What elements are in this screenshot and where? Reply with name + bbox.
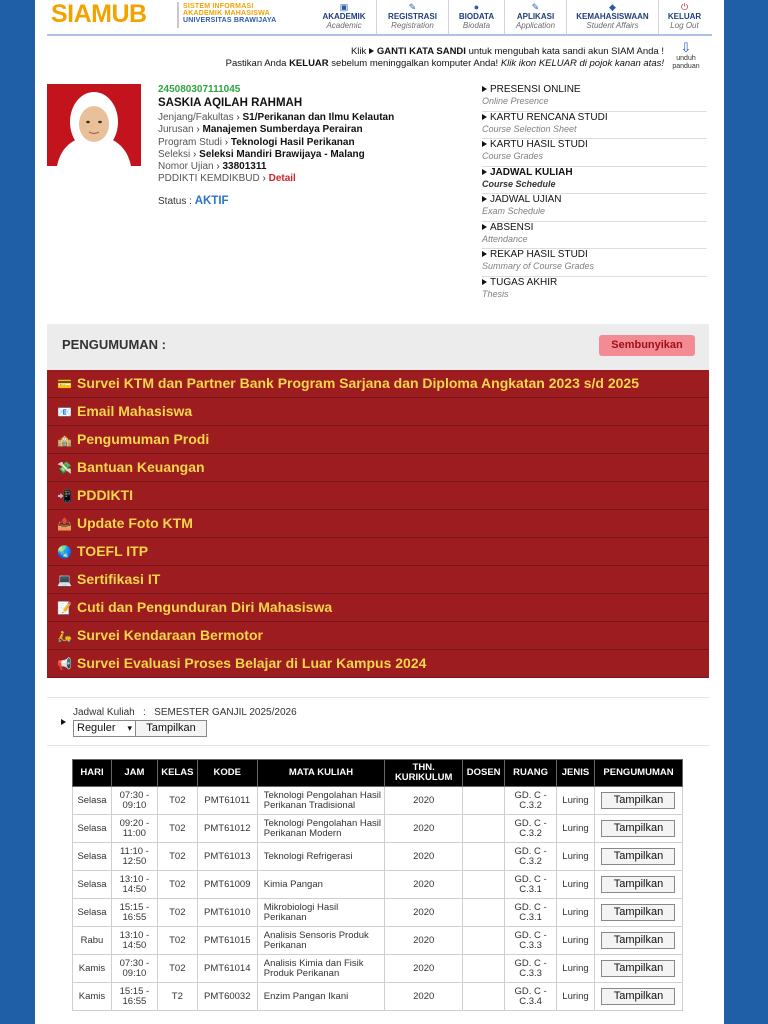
col-jenis: JENIS [557,760,595,787]
menu-item-title [482,84,707,96]
cell-mata-kuliah: Teknologi Refrigerasi [257,843,385,871]
menu-jadwal-ujian[interactable] [482,194,707,222]
announcement-text: Bantuan Keuangan [77,459,205,475]
menu-presensi-online[interactable] [482,84,707,112]
announcement-text: TOEFL ITP [77,543,149,559]
announcement-text: Email Mahasiswa [77,403,193,419]
cell-pengumuman [594,843,682,871]
nav-subtitle: Biodata [462,21,491,30]
chevron-right-icon: › [216,161,220,173]
cell-jenis: Luring [557,815,595,843]
document-icon: ▣ [339,2,349,12]
cell-kode: PMT60032 [197,983,257,1011]
announcement-header [47,324,709,370]
menu-item-title [482,249,707,261]
menu-item-subtitle: Course Selection Sheet [482,123,577,134]
program-select-value: Reguler [77,722,116,734]
person-icon: ● [473,2,480,12]
announcement-title: PENGUMUMAN : [62,337,166,352]
cell-jam: 09:20 - 11:00 [111,815,157,843]
announcement-text: Update Foto KTM [77,515,193,531]
menu-absensi[interactable] [482,222,707,250]
table-row [73,955,683,983]
pen-icon: ✎ [531,2,540,12]
cell-ruang: GD. C - C.3.1 [505,899,557,927]
table-row [73,843,683,871]
change-password-link[interactable]: GANTI KATA SANDI [376,46,466,57]
cell-dosen [463,815,505,843]
page [35,0,724,1024]
nav-subtitle: Application [515,21,556,30]
notice-text: sebelum meninggalkan komputer Anda! [331,58,499,69]
cell-jenis: Luring [557,843,595,871]
arrow-right-icon [482,169,487,175]
announcement-item[interactable] [47,510,709,538]
nav-registrasi[interactable] [376,0,448,36]
logo-subtitle-line: UNIVERSITAS BRAWIJAYA [183,17,277,24]
chevron-right-icon: › [236,112,240,124]
credit-card-icon: 💳 [57,377,72,391]
cell-mata-kuliah: Analisis Kimia dan Fisik Produk Perikanan [257,955,385,983]
cell-ruang: GD. C - C.3.4 [505,983,557,1011]
col-kode: KODE [197,760,257,787]
cell-kurikulum: 2020 [385,955,463,983]
cell-pengumuman [594,787,682,815]
cell-pengumuman [594,955,682,983]
menu-item-label: REKAP HASIL STUDI [490,249,588,260]
menu-item-title [482,167,707,179]
arrow-right-icon [482,224,487,230]
header [35,0,724,40]
profile-row [158,149,478,161]
nav-akademik[interactable] [312,0,376,36]
cell-ruang: GD. C - C.3.3 [505,955,557,983]
col-ruang: RUANG [505,760,557,787]
cell-ruang: GD. C - C.3.1 [505,871,557,899]
announcement-list [47,370,709,678]
laptop-icon: 💻 [57,573,72,587]
notice-line-1 [226,46,664,58]
cell-mata-kuliah: Mikrobiologi Hasil Perikanan [257,899,385,927]
col-hari: HARI [73,760,112,787]
menu-item-label: TUGAS AKHIR [490,276,558,288]
cell-mata-kuliah: Kimia Pangan [257,871,385,899]
menu-item-label: PRESENSI ONLINE [490,84,581,95]
cell-pengumuman [594,815,682,843]
announcement-text: PDDIKTI [77,487,133,503]
cell-hari: Selasa [73,815,112,843]
nav-title: AKADEMIK [322,12,366,21]
cell-kelas: T02 [157,955,197,983]
student-profile [158,84,478,209]
col-pengumuman: PENGUMUMAN [594,760,682,787]
cell-ruang: GD. C - C.3.3 [505,927,557,955]
nav-subtitle: Student Affairs [586,21,639,30]
cell-kurikulum: 2020 [385,983,463,1011]
logo-subtitle [183,3,276,24]
student-name: SASKIA AQILAH RAHMAH [158,97,303,110]
download-guide-button[interactable] [666,41,706,70]
scooter-icon: 🛵 [57,629,72,643]
menu-item-label: JADWAL KULIAH [490,166,573,178]
quick-menu [482,84,707,304]
show-announcement-button[interactable]: Tampilkan [601,820,675,837]
announcement-item[interactable] [47,370,709,398]
announcement-text: Survei Evaluasi Proses Belajar di Luar Kampus 2024 [77,655,427,671]
school-icon: 🏫 [57,433,72,447]
cell-pengumuman [594,899,682,927]
cell-kelas: T02 [157,927,197,955]
profile-value: Manajemen Sumberdaya Perairan [202,124,363,136]
announcement-item[interactable] [47,482,709,510]
menu-kartu-hasil-studi[interactable] [482,139,707,167]
cell-dosen [463,927,505,955]
table-row [73,871,683,899]
cell-jam: 07:30 - 09:10 [111,955,157,983]
cell-jam: 11:10 - 12:50 [111,843,157,871]
memo-icon: 📝 [57,601,72,615]
cell-kurikulum: 2020 [385,899,463,927]
cell-kurikulum: 2020 [385,787,463,815]
announcement-text: Survei KTM dan Partner Bank Program Sarjana dan Diploma Angkatan 2023 s/d 2025 [77,375,640,391]
arrow-right-icon [482,86,487,92]
cell-kelas: T02 [157,899,197,927]
profile-row [158,173,478,185]
col-mata-kuliah: MATA KULIAH [257,760,385,787]
megaphone-icon: 📢 [57,657,72,671]
announcement-item[interactable] [47,622,709,650]
cell-dosen [463,843,505,871]
col-kurikulum: THN. KURIKULUM [385,760,463,787]
chevron-right-icon: › [193,148,197,160]
download-icon: ⇩ [680,40,692,55]
menu-item-title [482,139,707,151]
cell-jenis: Luring [557,955,595,983]
email-icon: 📧 [57,405,72,419]
upload-icon: 📤 [57,517,72,531]
hide-announcements-button[interactable]: Sembunyikan [599,335,695,356]
profile-value: S1/Perikanan dan Ilmu Kelautan [242,112,395,124]
announcement-text: Sertifikasi IT [77,571,161,587]
cell-hari: Selasa [73,871,112,899]
cell-hari: Selasa [73,787,112,815]
profile-label: Program Studi [158,136,222,148]
notice-line-2 [226,58,664,70]
cell-dosen [463,787,505,815]
arrow-right-icon [482,141,487,147]
arrow-right-icon [482,279,487,285]
cell-kode: PMT61015 [197,927,257,955]
show-announcement-button[interactable]: Tampilkan [601,792,675,809]
nav-keluar[interactable] [658,0,710,36]
schedule-table [72,759,683,1011]
cell-jenis: Luring [557,899,595,927]
menu-item-subtitle: Summary of Course Grades [482,261,595,271]
nav-kemahasiswaan[interactable] [566,0,658,36]
menu-item-title [482,112,707,124]
logo-subtitle-line: SISTEM INFORMASI [183,3,254,10]
divider [47,697,709,698]
cell-jam: 13:10 - 14:50 [111,927,157,955]
announcement-item[interactable] [47,538,709,566]
siamub-logo[interactable]: SIAMUB [51,0,147,28]
menu-item-label: KARTU HASIL STUDI [490,139,588,150]
nav-aplikasi[interactable] [504,0,566,36]
cell-kode: PMT61012 [197,815,257,843]
announcement-item[interactable] [47,594,709,622]
nav-subtitle: Log Out [670,21,699,30]
menu-item-subtitle: Course Schedule [482,178,556,189]
profile-label: Jurusan [158,124,194,136]
col-jam: JAM [111,760,157,787]
panduan-label: panduan [672,62,700,70]
cell-kelas: T02 [157,787,197,815]
menu-item-label: JADWAL UJIAN [490,194,562,205]
announcement-item[interactable] [47,426,709,454]
notice-text: untuk mengubah kata sandi akun SIAM Anda ! [468,46,664,57]
cell-jam: 15:15 - 16:55 [111,899,157,927]
cell-kurikulum: 2020 [385,843,463,871]
nav-title: KEMAHASISWAAN [576,12,649,21]
logo-divider [177,2,179,28]
menu-tugas-akhir[interactable] [482,277,707,305]
cell-kelas: T2 [157,983,197,1011]
cell-kode: PMT61010 [197,899,257,927]
cell-jenis: Luring [557,927,595,955]
cell-kode: PMT61013 [197,843,257,871]
profile-value: Teknologi Hasil Perikanan [230,136,355,148]
menu-item-title [482,277,707,289]
table-row [73,983,683,1011]
menu-item-subtitle: Thesis [482,288,509,299]
power-icon: ⏻ [680,2,689,12]
menu-rekap-hasil-studi[interactable] [482,249,707,277]
profile-value: Seleksi Mandiri Brawijaya - Malang [199,148,365,160]
notice-text: Pastikan Anda [225,58,287,69]
col-kelas: KELAS [157,760,197,787]
status-label: Status : [158,196,192,208]
cell-dosen [463,955,505,983]
table-row [73,899,683,927]
cell-kurikulum: 2020 [385,815,463,843]
nav-title: BIODATA [458,12,495,21]
profile-row [158,161,478,173]
arrow-right-icon [61,719,66,725]
chevron-right-icon: › [224,136,229,148]
profile-label: PDDIKTI KEMDIKBUD [158,173,260,185]
nav-title: REGISTRASI [388,12,437,21]
cell-jam: 07:30 - 09:10 [111,787,157,815]
cell-hari: Selasa [73,899,112,927]
cell-kode: PMT61014 [197,955,257,983]
show-announcement-button[interactable]: Tampilkan [601,988,675,1005]
cell-pengumuman [594,983,682,1011]
arrow-right-icon [369,48,374,54]
program-select[interactable] [73,720,136,737]
profile-label: Seleksi [158,148,191,160]
cell-dosen [463,899,505,927]
top-nav [312,0,710,36]
profile-label: Jenjang/Fakultas [158,112,234,124]
menu-item-subtitle: Online Presence [482,96,549,106]
cell-jam: 15:15 - 16:55 [111,983,157,1011]
cell-kode: PMT61009 [197,871,257,899]
arrow-right-icon [482,251,487,257]
profile-row [158,137,478,149]
announcement-item[interactable] [47,398,709,426]
show-announcement-button[interactable]: Tampilkan [601,848,675,865]
nav-title: KELUAR [667,12,702,21]
cell-dosen [463,983,505,1011]
student-status [158,195,478,208]
cell-jenis: Luring [557,787,595,815]
profile-label: Nomor Ujian [158,161,214,173]
menu-item-label: KARTU RENCANA STUDI [490,111,608,123]
cell-ruang: GD. C - C.3.2 [505,815,557,843]
announcement-text: Pengumuman Prodi [77,431,210,447]
cell-pengumuman [594,927,682,955]
menu-item-title [482,194,707,206]
notice [226,46,664,70]
notice-bold: KELUAR [289,58,329,69]
nav-subtitle: Academic [326,21,362,30]
table-row [73,787,683,815]
cell-mata-kuliah: Teknologi Pengolahan Hasil Perikanan Tradisional [257,787,385,815]
cell-ruang: GD. C - C.3.2 [505,787,557,815]
announcement-item[interactable] [47,566,709,594]
cell-mata-kuliah: Analisis Sensoris Produk Perikanan [257,927,385,955]
cell-hari: Kamis [73,955,112,983]
cell-dosen [463,871,505,899]
profile-row [158,112,478,124]
show-announcement-button[interactable]: Tampilkan [601,876,675,893]
cell-hari: Rabu [73,927,112,955]
announcement-text: Survei Kendaraan Bermotor [77,627,263,643]
logo-subtitle-line: AKADEMIK MAHASISWA [183,10,270,17]
announcement-text: Cuti dan Pengunduran Diri Mahasiswa [77,599,333,615]
student-nim: 245080307111045 [158,84,241,95]
cell-kelas: T02 [157,815,197,843]
notice-italic: Klik ikon KELUAR di pojok kanan atas! [500,58,664,69]
menu-item-title [482,222,707,234]
cell-mata-kuliah: Enzim Pangan Ikani [257,983,385,1011]
nav-biodata[interactable] [448,0,504,36]
announcement-item[interactable] [47,454,709,482]
cell-mata-kuliah: Teknologi Pengolahan Hasil Perikanan Modern [257,815,385,843]
menu-kartu-rencana-studi[interactable] [482,112,707,140]
table-row [73,815,683,843]
cell-kurikulum: 2020 [385,927,463,955]
show-schedule-button[interactable]: Tampilkan [135,720,207,737]
profile-row [158,124,478,136]
cell-hari: Selasa [73,843,112,871]
divider [47,745,709,746]
schedule-label: Jadwal Kuliah : SEMESTER GANJIL 2025/2026 [73,707,297,718]
money-icon: 💸 [57,461,72,475]
cell-jenis: Luring [557,983,595,1011]
student-photo [47,84,141,166]
cell-kelas: T02 [157,871,197,899]
panduan-label: unduh [676,55,696,62]
cell-kode: PMT61011 [197,787,257,815]
announcement-item[interactable] [47,650,709,678]
chevron-right-icon: › [262,173,266,185]
show-announcement-button[interactable]: Tampilkan [601,904,675,921]
menu-item-subtitle: Exam Schedule [482,206,546,216]
cell-hari: Kamis [73,983,112,1011]
cell-pengumuman [594,871,682,899]
cell-ruang: GD. C - C.3.2 [505,843,557,871]
globe-icon: 🌏 [57,545,72,559]
menu-item-subtitle: Attendance [482,233,528,244]
cell-jenis: Luring [557,871,595,899]
shield-icon: ◆ [609,2,616,12]
show-announcement-button[interactable]: Tampilkan [601,932,675,949]
cell-kurikulum: 2020 [385,871,463,899]
table-row [73,927,683,955]
status-badge: AKTIF [194,195,229,208]
nav-title: APLIKASI [516,12,555,21]
cell-jam: 13:10 - 14:50 [111,871,157,899]
menu-item-label: ABSENSI [490,221,534,233]
phone-icon: 📲 [57,489,72,503]
col-dosen: DOSEN [463,760,505,787]
chevron-right-icon: › [196,124,200,136]
chevron-down-icon: ▾ [127,723,132,733]
pddikti-detail-link[interactable]: Detail [268,173,296,185]
menu-jadwal-kuliah[interactable] [482,167,707,195]
nav-subtitle: Registration [391,21,434,30]
show-announcement-button[interactable]: Tampilkan [601,960,675,977]
profile-value: 33801311 [222,161,267,173]
table-header-row [73,760,683,787]
arrow-right-icon [482,114,487,120]
arrow-right-icon [482,196,487,202]
notice-text: Klik [350,46,367,57]
cell-kelas: T02 [157,843,197,871]
header-divider [47,34,712,36]
pen-icon: ✎ [408,2,417,12]
menu-item-subtitle: Course Grades [482,151,544,161]
